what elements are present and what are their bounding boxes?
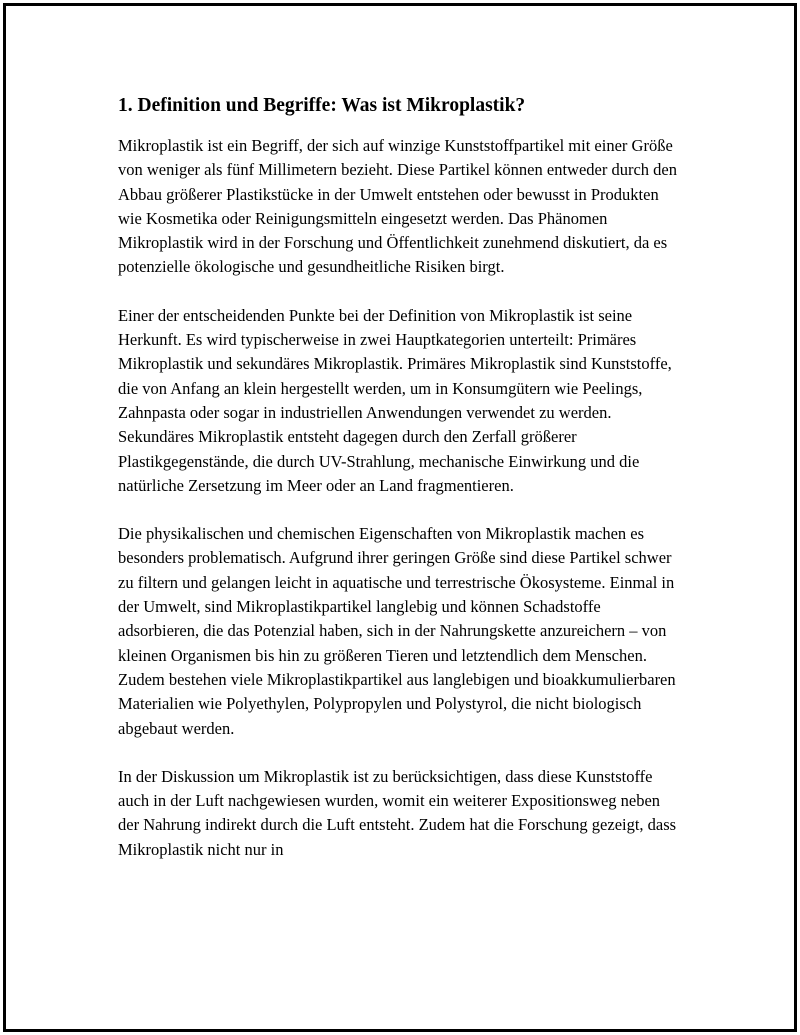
paragraph-1: Mikroplastik ist ein Begriff, der sich auf winzige Kunststoffpartikel mit einer Größe von weniger als fünf Millimetern bezieht. Diese Partikel können entweder durch den Abbau größerer Plastikstücke in der Umwelt entstehen oder bewusst in Produkten wie Kosmetika oder Reinigungsmitteln eingesetzt werden. Das Phänomen Mikroplastik wird in der Forschung und Öffentlichkeit zunehmend diskutiert, da es potenzielle ökologische und gesundheitliche Risiken birgt. <box>118 136 677 277</box>
paragraph-3: Die physikalischen und chemischen Eigenschaften von Mikroplastik machen es besonders problematisch. Aufgrund ihrer geringen Größe sind diese Partikel schwer zu filtern und gelangen leicht in aquatische und terrestrische Ökosysteme. Einmal in der Umwelt, sind Mikroplastikpartikel langlebig und können Schadstoffe adsorbieren, die das Potenzial haben, sich in der Nahrungskette anzureichern – von kleinen Organismen bis hin zu größeren Tieren und letztendlich dem Menschen. Zudem bestehen viele Mikroplastikpartikel aus langlebigen und bioakkumulierbaren Materialien wie Polyethylen, Polypropylen und Polystyrol, die nicht biologisch abgebaut werden. <box>118 524 676 738</box>
paragraph-2: Einer der entscheidenden Punkte bei der Definition von Mikroplastik ist seine Herkunft. Es wird typischerweise in zwei Hauptkategorien unterteilt: Primäres Mikroplastik und sekundäres Mikroplastik. Primäres Mikroplastik sind Kunststoffe, die von Anfang an klein hergestellt werden, um in Konsumgütern wie Peelings, Zahnpasta oder sogar in industriellen Anwendungen verwendet zu werden. Sekundäres Mikroplastik entsteht dagegen durch den Zerfall größerer Plastikgegenstände, die durch UV-Strahlung, mechanische Einwirkung und die natürliche Zersetzung im Meer oder an Land fragmentieren. <box>118 305 672 495</box>
document-body <box>118 92 684 886</box>
paragraph-4: In der Diskussion um Mikroplastik ist zu berücksichtigen, dass diese Kunststoffe auch in der Luft nachgewiesen wurden, womit ein weiterer Expositionsweg neben der Nahrung indirekt durch die Luft entsteht. Zudem hat die Forschung gezeigt, dass Mikroplastik nicht nur in <box>118 766 677 859</box>
section-heading: 1. Definition und Begriffe: Was ist Mikroplastik? <box>118 95 526 116</box>
